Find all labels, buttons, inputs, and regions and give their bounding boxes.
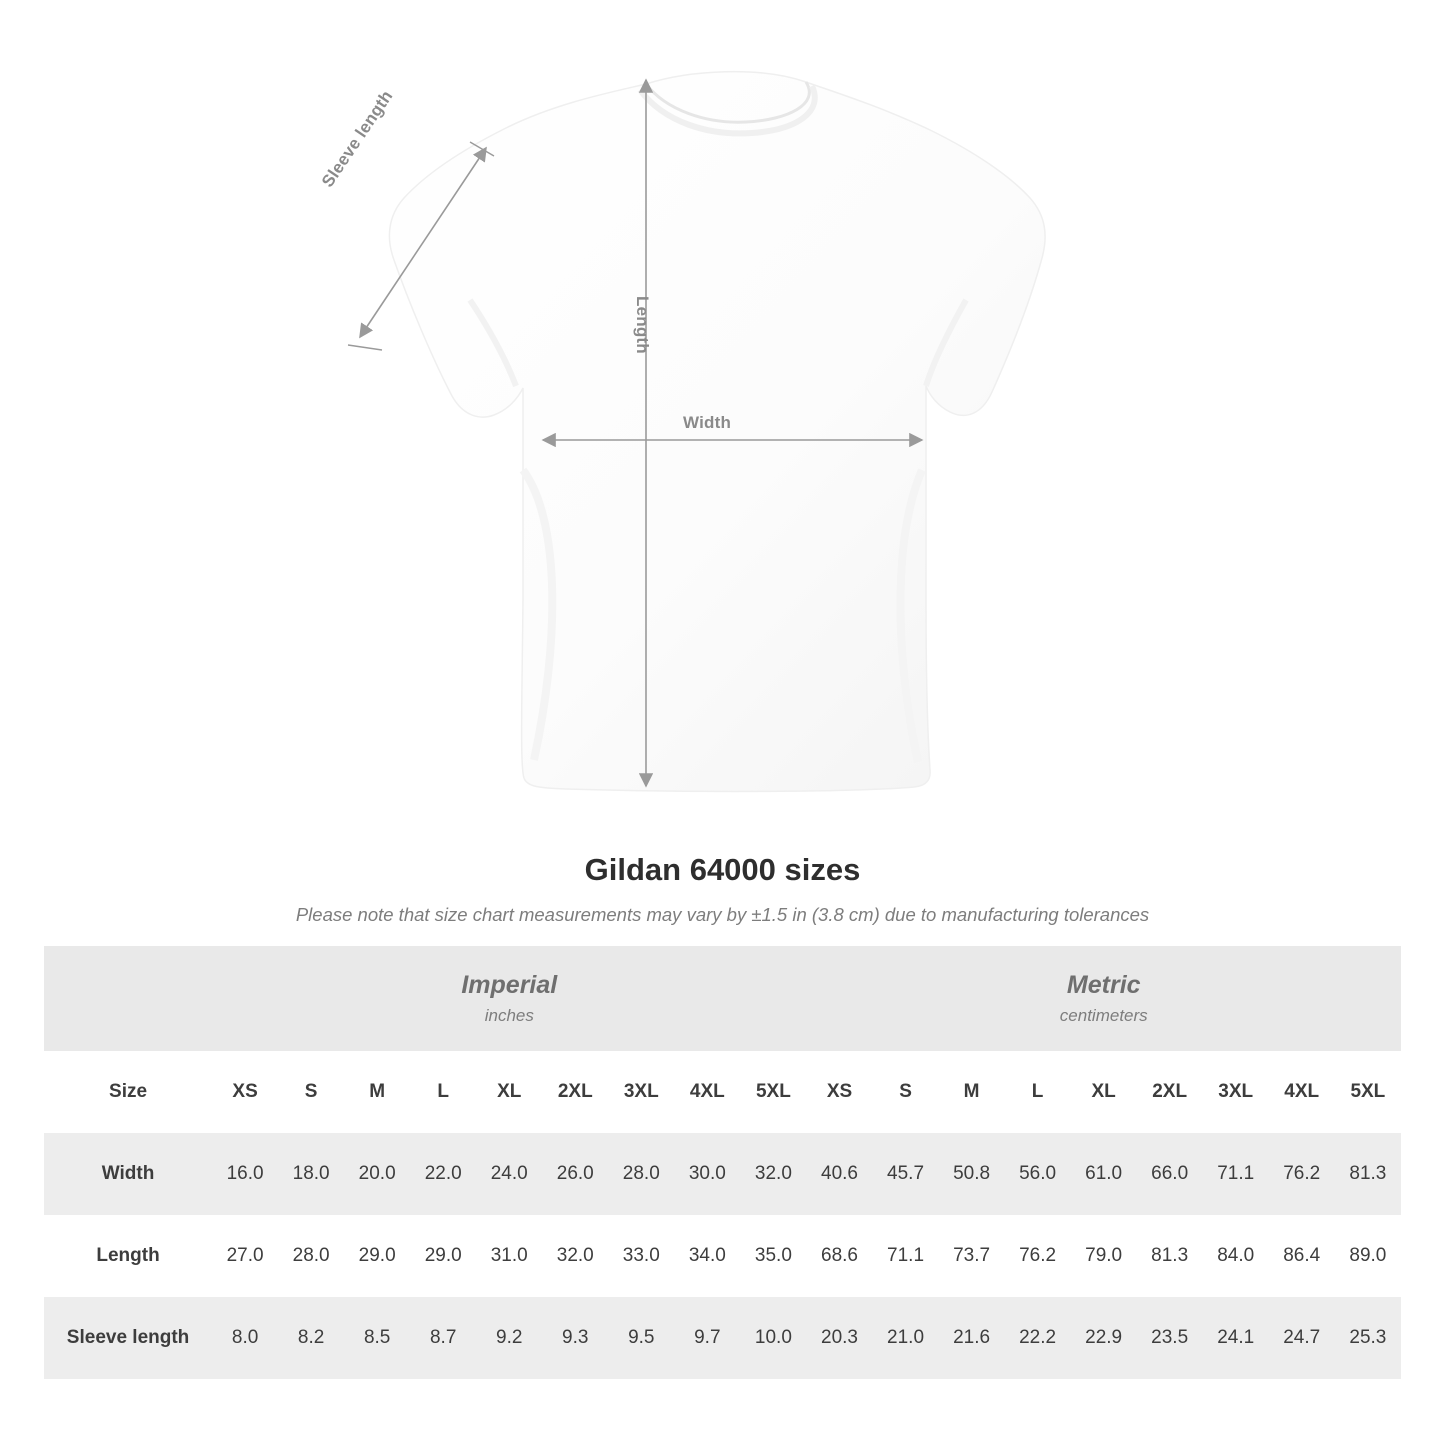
cell-sleeve-l-imp: 8.7: [410, 1297, 476, 1379]
row-label-length: Length: [44, 1215, 212, 1297]
cell-sleeve-s-met: 21.0: [873, 1297, 939, 1379]
cell-length-5xl-met: 89.0: [1335, 1215, 1401, 1297]
cell-width-l-imp: 22.0: [410, 1133, 476, 1215]
cell-sleeve-xs-met: 20.3: [806, 1297, 872, 1379]
unit-imperial-name: Imperial: [461, 970, 558, 999]
cell-length-3xl-met: 84.0: [1203, 1215, 1269, 1297]
cell-width-2xl-met: 66.0: [1137, 1133, 1203, 1215]
cell-length-l-met: 76.2: [1005, 1215, 1071, 1297]
size-col-2xl-met: 2XL: [1137, 1051, 1203, 1133]
cell-length-s-imp: 28.0: [278, 1215, 344, 1297]
size-col-l-met: L: [1005, 1051, 1071, 1133]
cell-sleeve-xs-imp: 8.0: [212, 1297, 278, 1379]
cell-sleeve-l-met: 22.2: [1005, 1297, 1071, 1379]
size-col-5xl-imp: 5XL: [740, 1051, 806, 1133]
size-col-l-imp: L: [410, 1051, 476, 1133]
cell-width-xs-imp: 16.0: [212, 1133, 278, 1215]
table-row-length: [44, 1215, 1401, 1297]
cell-sleeve-4xl-met: 24.7: [1269, 1297, 1335, 1379]
cell-length-xs-imp: 27.0: [212, 1215, 278, 1297]
page-title: Gildan 64000 sizes: [584, 852, 861, 887]
unit-header-spacer: [44, 946, 212, 1051]
cell-width-xl-imp: 24.0: [476, 1133, 542, 1215]
cell-length-m-imp: 29.0: [344, 1215, 410, 1297]
size-col-m-met: M: [939, 1051, 1005, 1133]
sleeve-length-label: Sleeve length: [318, 86, 397, 191]
cell-width-3xl-met: 71.1: [1203, 1133, 1269, 1215]
size-col-s-met: S: [873, 1051, 939, 1133]
cell-width-xs-met: 40.6: [806, 1133, 872, 1215]
cell-width-3xl-imp: 28.0: [608, 1133, 674, 1215]
cell-width-5xl-met: 81.3: [1335, 1133, 1401, 1215]
size-col-xl-met: XL: [1071, 1051, 1137, 1133]
size-chart-table-wrapper: [44, 946, 1401, 1379]
length-label: Length: [633, 296, 652, 354]
size-header-row: [44, 1051, 1401, 1133]
size-chart-table: [44, 946, 1401, 1379]
unit-group-imperial: [212, 946, 806, 1051]
table-row-sleeve-length: [44, 1297, 1401, 1379]
cell-sleeve-2xl-met: 23.5: [1137, 1297, 1203, 1379]
cell-length-5xl-imp: 35.0: [740, 1215, 806, 1297]
cell-width-2xl-imp: 26.0: [542, 1133, 608, 1215]
cell-width-s-met: 45.7: [873, 1133, 939, 1215]
cell-length-2xl-imp: 32.0: [542, 1215, 608, 1297]
unit-imperial-sub: inches: [484, 1006, 534, 1026]
cell-width-l-met: 56.0: [1005, 1133, 1071, 1215]
cell-width-5xl-imp: 32.0: [740, 1133, 806, 1215]
unit-group-metric: [806, 946, 1401, 1051]
cell-length-m-met: 73.7: [939, 1215, 1005, 1297]
size-col-m-imp: M: [344, 1051, 410, 1133]
size-col-2xl-imp: 2XL: [542, 1051, 608, 1133]
unit-metric-name: Metric: [1066, 970, 1141, 999]
size-col-5xl-met: 5XL: [1335, 1051, 1401, 1133]
size-col-3xl-imp: 3XL: [608, 1051, 674, 1133]
size-col-xs-met: XS: [806, 1051, 872, 1133]
table-row-width: [44, 1133, 1401, 1215]
cell-sleeve-5xl-imp: 10.0: [740, 1297, 806, 1379]
cell-sleeve-2xl-imp: 9.3: [542, 1297, 608, 1379]
cell-length-xl-met: 79.0: [1071, 1215, 1137, 1297]
cell-sleeve-s-imp: 8.2: [278, 1297, 344, 1379]
row-label-sleeve-length: Sleeve length: [44, 1297, 212, 1379]
cell-length-s-met: 71.1: [873, 1215, 939, 1297]
unit-metric-sub: centimeters: [1059, 1006, 1148, 1026]
chart-heading-block: [0, 852, 1445, 926]
size-row-label: Size: [44, 1051, 212, 1133]
row-label-width: Width: [44, 1133, 212, 1215]
width-label: Width: [683, 413, 732, 432]
cell-length-l-imp: 29.0: [410, 1215, 476, 1297]
size-col-4xl-imp: 4XL: [674, 1051, 740, 1133]
size-col-3xl-met: 3XL: [1203, 1051, 1269, 1133]
unit-header-row: [44, 946, 1401, 1051]
cell-width-xl-met: 61.0: [1071, 1133, 1137, 1215]
cell-width-4xl-met: 76.2: [1269, 1133, 1335, 1215]
cell-sleeve-m-imp: 8.5: [344, 1297, 410, 1379]
cell-width-m-imp: 20.0: [344, 1133, 410, 1215]
cell-sleeve-5xl-met: 25.3: [1335, 1297, 1401, 1379]
cell-width-m-met: 50.8: [939, 1133, 1005, 1215]
cell-length-3xl-imp: 33.0: [608, 1215, 674, 1297]
cell-width-s-imp: 18.0: [278, 1133, 344, 1215]
cell-length-xl-imp: 31.0: [476, 1215, 542, 1297]
size-col-s-imp: S: [278, 1051, 344, 1133]
cell-sleeve-xl-met: 22.9: [1071, 1297, 1137, 1379]
cell-sleeve-xl-imp: 9.2: [476, 1297, 542, 1379]
cell-sleeve-4xl-imp: 9.7: [674, 1297, 740, 1379]
cell-sleeve-3xl-imp: 9.5: [608, 1297, 674, 1379]
cell-length-xs-met: 68.6: [806, 1215, 872, 1297]
size-col-4xl-met: 4XL: [1269, 1051, 1335, 1133]
size-col-xl-imp: XL: [476, 1051, 542, 1133]
cell-sleeve-3xl-met: 24.1: [1203, 1297, 1269, 1379]
cell-width-4xl-imp: 30.0: [674, 1133, 740, 1215]
cell-length-2xl-met: 81.3: [1137, 1215, 1203, 1297]
cell-sleeve-m-met: 21.6: [939, 1297, 1005, 1379]
size-col-xs-imp: XS: [212, 1051, 278, 1133]
cell-length-4xl-met: 86.4: [1269, 1215, 1335, 1297]
cell-length-4xl-imp: 34.0: [674, 1215, 740, 1297]
tolerance-note: Please note that size chart measurements may vary by ±1.5 in (3.8 cm) due to manufacturing tolerances: [295, 904, 1150, 925]
